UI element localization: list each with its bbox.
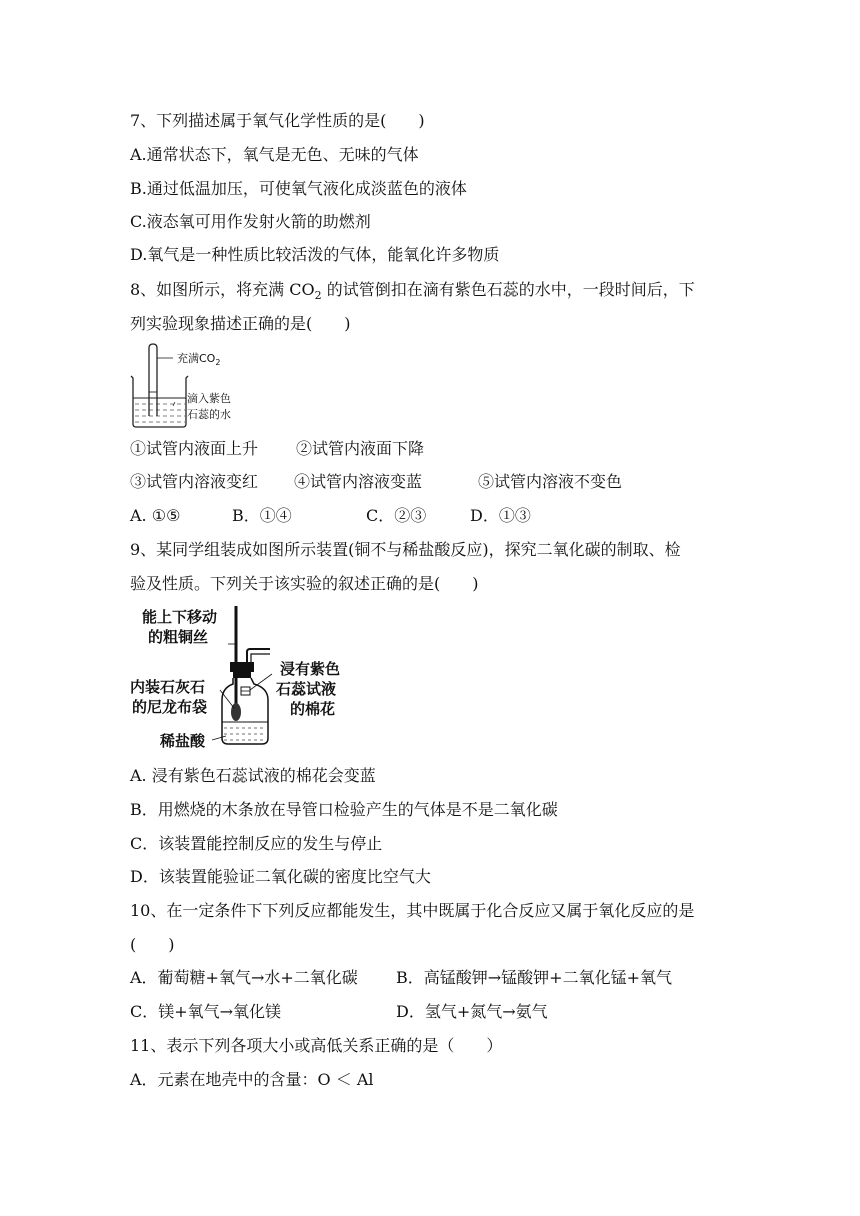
q10-option-b: B．高锰酸钾→锰酸钾+二氧化锰+氧气 — [396, 968, 672, 987]
q9-figure-label-bag-1: 内装石灰石 — [130, 678, 206, 696]
q11-stem: 11、表示下列各项大小或高低关系正确的是（ ） — [130, 1036, 503, 1055]
q10-stem-line2: ( ) — [130, 935, 175, 954]
q8-figure-label-water-2: 石蕊的水 — [187, 408, 231, 421]
q9-stem-line2: 验及性质。下列关于该实验的叙述正确的是( ) — [130, 574, 479, 593]
q9-figure-label-bag-2: 的尼龙布袋 — [132, 698, 208, 716]
q8-choice-d: D．①③ — [470, 506, 531, 525]
q10-option-a: A．葡萄糖+氧气→水+二氧化碳 — [130, 968, 358, 987]
q10-option-d: D．氢气+氮气→氨气 — [396, 1002, 548, 1021]
q8-choice-a: A. ①⑤ — [130, 506, 181, 525]
q9-apparatus-figure — [130, 604, 370, 752]
q7-stem: 7、下列描述属于氧气化学性质的是( ) — [130, 111, 425, 130]
q11-option-a: A．元素在地壳中的含量：O ＜ Al — [130, 1070, 374, 1089]
q10-option-c: C．镁+氧气→氧化镁 — [130, 1002, 282, 1021]
q9-figure-label-cotton-3: 的棉花 — [290, 700, 336, 718]
q7-option-a: A.通常状态下，氧气是无色、无味的气体 — [130, 145, 419, 164]
q9-figure-label-cotton-1: 浸有紫色 — [280, 660, 341, 678]
q9-option-a: A. 浸有紫色石蕊试液的棉花会变蓝 — [130, 766, 376, 785]
q9-figure-label-acid: 稀盐酸 — [160, 732, 206, 750]
q9-option-c: C．该装置能控制反应的发生与停止 — [130, 834, 383, 853]
q8-choice-c: C．②③ — [366, 506, 427, 525]
q9-figure-label-wire-2: 的粗铜丝 — [148, 628, 209, 646]
q7-option-b: B.通过低温加压，可使氧气液化成淡蓝色的液体 — [130, 179, 467, 198]
q9-option-d: D．该装置能验证二氧化碳的密度比空气大 — [130, 867, 431, 886]
q8-figure-label-water-1: 滴入紫色 — [187, 392, 231, 405]
q8-beaker-figure — [125, 340, 245, 430]
q7-option-d: D.氧气是一种性质比较活泼的气体，能氧化许多物质 — [130, 245, 500, 264]
q9-figure-label-cotton-2: 石蕊试液 — [276, 680, 337, 698]
q8-figure-label-co2: 充满$CO_2$ — [177, 352, 221, 367]
q7-option-c: C.液态氧可用作发射火箭的助燃剂 — [130, 212, 371, 231]
q9-option-b: B．用燃烧的木条放在导管口检验产生的气体是不是二氧化碳 — [130, 800, 558, 819]
q10-stem-line1: 10、在一定条件下下列反应都能发生，其中既属于化合反应又属于氧化反应的是 — [130, 901, 695, 920]
q8-observation-2: ②试管内液面下降 — [296, 439, 425, 458]
q8-choice-b: B．①④ — [232, 506, 292, 525]
q8-stem-line1: 8、如图所示，将充满 $CO_2$ 的试管倒扣在滴有紫色石蕊的水中，一段时间后，下 — [130, 280, 695, 303]
q8-observation-5: ⑤试管内溶液不变色 — [478, 472, 623, 491]
q8-observation-3: ③试管内溶液变红 — [130, 472, 259, 491]
q9-stem-line1: 9、某同学组装成如图所示装置(铜不与稀盐酸反应)，探究二氧化碳的制取、检 — [130, 540, 681, 559]
q9-figure-label-wire-1: 能上下移动 — [142, 608, 218, 626]
q8-observation-4: ④试管内溶液变蓝 — [294, 472, 423, 491]
q8-stem-line2: 列实验现象描述正确的是( ) — [130, 314, 351, 333]
q8-observation-1: ①试管内液面上升 — [130, 439, 259, 458]
